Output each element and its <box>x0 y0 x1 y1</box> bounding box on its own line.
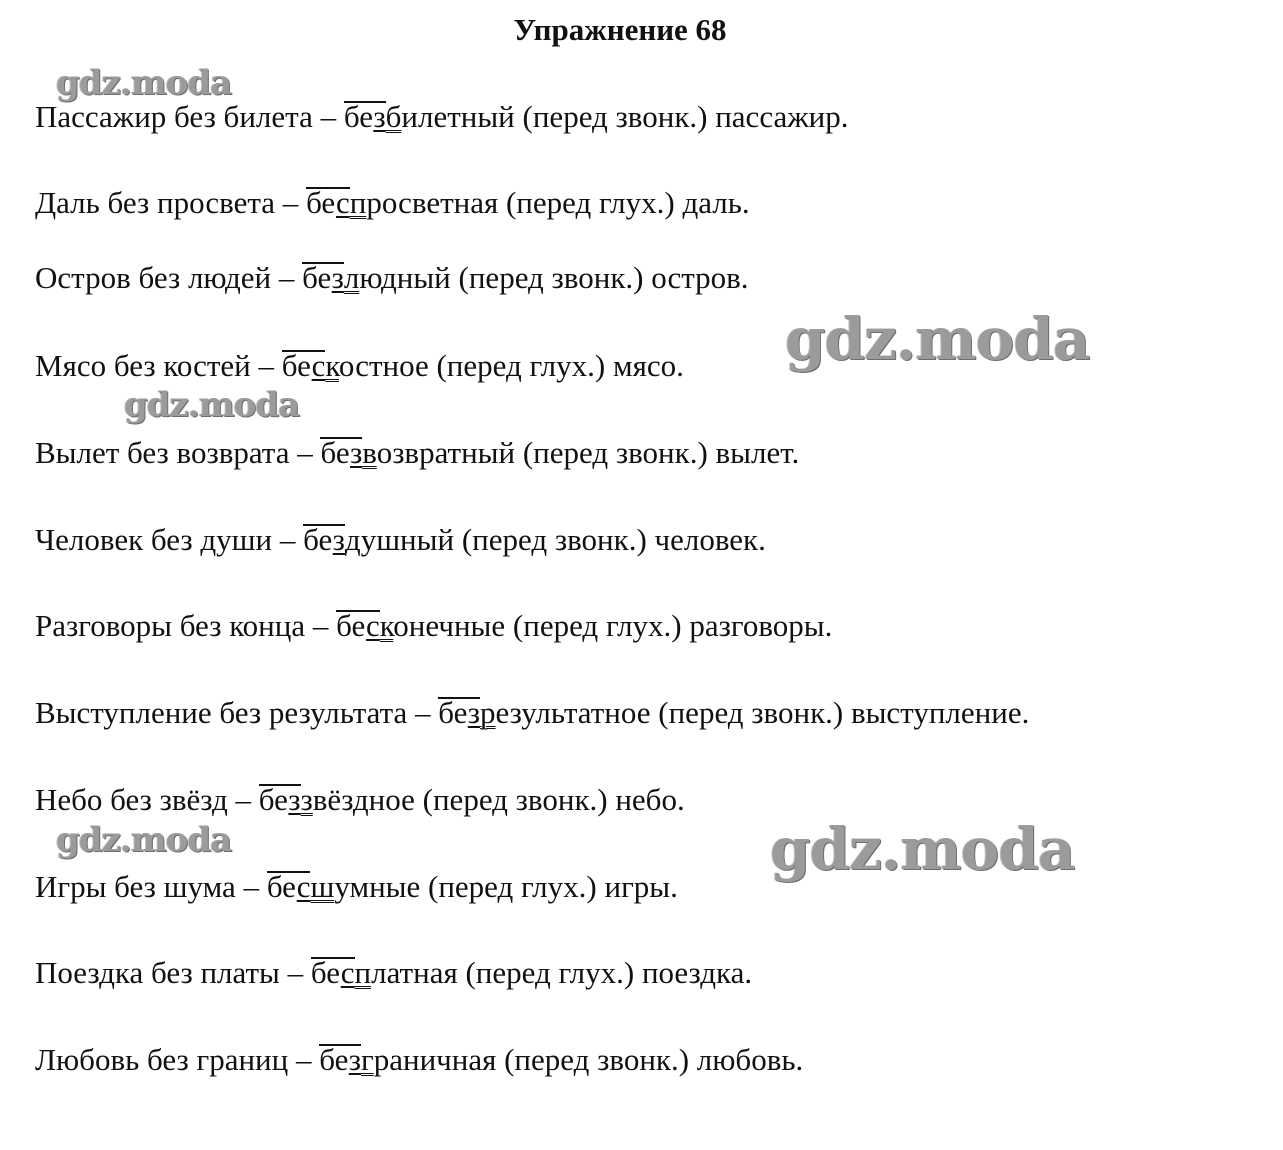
prefix: без <box>302 258 344 298</box>
phrase-source: Даль без просвета – <box>35 185 307 220</box>
phrase-source: Выступление без результата – <box>35 695 439 730</box>
prefix-final-letter: з <box>332 522 345 557</box>
watermark: gdz.moda <box>124 385 300 425</box>
prefix: без <box>259 780 301 820</box>
word-rest: конечные <box>379 608 506 643</box>
exercise-line <box>35 693 1029 733</box>
phrase-result: (перед звонк.) небо. <box>414 782 685 817</box>
exercise-line <box>35 183 750 223</box>
prefix: без <box>319 1040 361 1080</box>
following-consonant: г <box>361 1042 374 1077</box>
following-consonant: д <box>344 522 361 557</box>
following-consonant: з <box>300 782 313 817</box>
phrase-result: (перед звонк.) вылет. <box>515 435 800 470</box>
watermark: gdz.moda <box>56 820 232 860</box>
prefix: без <box>320 433 362 473</box>
page-title: Упражнение 68 <box>513 12 727 47</box>
phrase-source: Пассажир без билета – <box>35 99 344 134</box>
exercise-line <box>35 433 799 473</box>
word-rest: звёздное <box>300 782 415 817</box>
following-consonant: б <box>385 99 402 134</box>
prefix: бес <box>306 183 350 223</box>
word-rest: костное <box>325 348 429 383</box>
phrase-result: (перед глух.) даль. <box>498 185 750 220</box>
following-consonant: р <box>480 695 496 730</box>
phrase-result: (перед глух.) игры. <box>420 869 678 904</box>
following-consonant: к <box>325 348 339 383</box>
phrase-source: Любовь без границ – <box>35 1042 320 1077</box>
exercise-line <box>35 1040 803 1080</box>
prefix-final-letter: з <box>467 695 481 730</box>
prefix: без <box>303 520 345 560</box>
following-consonant: л <box>343 260 360 295</box>
phrase-result: (перед звонк.) остров. <box>450 260 749 295</box>
phrase-source: Поездка без платы – <box>35 955 311 990</box>
word-rest: просветная <box>349 185 499 220</box>
exercise-line <box>35 867 678 907</box>
word-rest: душный <box>344 522 455 557</box>
following-consonant: ш <box>310 869 335 904</box>
prefix: бес <box>282 346 326 386</box>
prefix: бес <box>336 606 380 646</box>
phrase-result: (перед звонк.) любовь. <box>496 1042 804 1077</box>
phrase-source: Игры без шума – <box>35 869 267 904</box>
phrase-result: (перед звонк.) человек. <box>454 522 766 557</box>
phrase-source: Мясо без костей – <box>35 348 282 383</box>
prefix: бес <box>311 953 355 993</box>
phrase-source: Человек без души – <box>35 522 304 557</box>
exercise-line <box>35 780 685 820</box>
word-rest: людный <box>343 260 451 295</box>
prefix-final-letter: з <box>288 782 301 817</box>
watermark: gdz.moda <box>56 63 232 103</box>
word-rest: билетный <box>385 99 515 134</box>
word-rest: граничная <box>361 1042 497 1077</box>
phrase-source: Небо без звёзд – <box>35 782 259 817</box>
phrase-result: (перед звонк.) выступление. <box>650 695 1030 730</box>
exercise-line <box>35 606 832 646</box>
prefix: без <box>438 693 480 733</box>
following-consonant: в <box>362 435 377 470</box>
prefix-final-letter: з <box>350 435 363 470</box>
prefix-final-letter: с <box>296 869 311 904</box>
exercise-line <box>35 346 684 386</box>
prefix-final-letter: с <box>335 185 350 220</box>
prefix-final-letter: з <box>331 260 344 295</box>
phrase-result: (перед звонк.) пассажир. <box>514 99 849 134</box>
word-rest: результатное <box>480 695 651 730</box>
phrase-source: Остров без людей – <box>35 260 303 295</box>
following-consonant: к <box>379 608 394 643</box>
phrase-source: Разговоры без конца – <box>35 608 337 643</box>
prefix-final-letter: з <box>348 1042 361 1077</box>
exercise-line <box>35 97 848 137</box>
prefix-final-letter: с <box>340 955 355 990</box>
word-rest: шумные <box>310 869 421 904</box>
following-consonant: п <box>349 185 367 220</box>
prefix: без <box>344 97 386 137</box>
word-rest: платная <box>354 955 458 990</box>
phrase-result: (перед глух.) поездка. <box>457 955 753 990</box>
phrase-result: (перед глух.) разговоры. <box>505 608 833 643</box>
exercise-line <box>35 258 749 298</box>
prefix: бес <box>267 867 311 907</box>
following-consonant: п <box>354 955 372 990</box>
watermark: gdz.moda <box>785 305 1090 373</box>
word-rest: возвратный <box>362 435 516 470</box>
watermark: gdz.moda <box>770 815 1075 883</box>
exercise-line <box>35 953 752 993</box>
prefix-final-letter: с <box>366 608 380 643</box>
prefix-final-letter: з <box>373 99 386 134</box>
phrase-source: Вылет без возврата – <box>35 435 321 470</box>
phrase-result: (перед глух.) мясо. <box>428 348 684 383</box>
prefix-final-letter: с <box>311 348 326 383</box>
exercise-line <box>35 520 766 560</box>
